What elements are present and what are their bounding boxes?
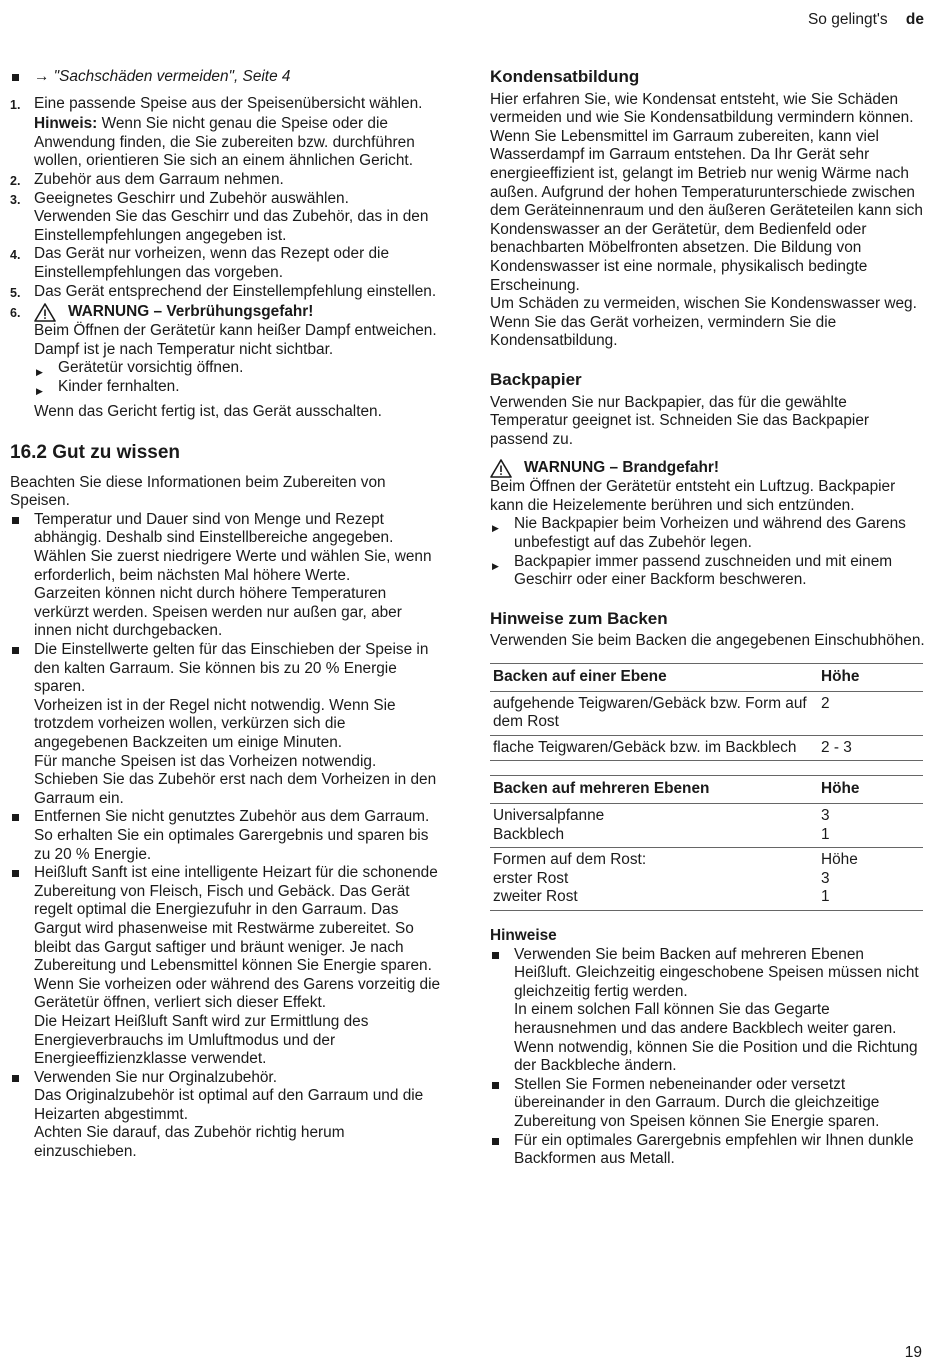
table-cell: 2 - 3 <box>818 735 923 761</box>
tip-text: Für manche Speisen ist das Vorheizen notwendig. Schieben Sie das Zubehör erst nach dem Vorheizen in den Garraum ein. <box>34 752 437 807</box>
paragraph: Hier erfahren Sie, wie Kondensat entsteht, wie Sie Schäden vermeiden und wie Sie Kondensatbildung vermindern können. <box>490 90 914 127</box>
table-header-row <box>490 776 923 804</box>
table-row <box>490 848 923 911</box>
bullet-icon <box>492 1082 499 1089</box>
warning-title: WARNUNG – Brandgefahr! <box>524 459 719 477</box>
section-name: So gelingt's <box>807 11 888 28</box>
step-number: 2. <box>10 173 21 188</box>
step-2 <box>10 171 442 190</box>
page-number: 19 <box>904 1344 922 1362</box>
cell-line: 3 <box>821 807 830 824</box>
hinweise-heading: Hinweise zum Backen <box>490 608 668 628</box>
page-header <box>808 11 924 30</box>
step-number: 3. <box>10 192 21 207</box>
table-header-row <box>490 664 923 692</box>
bullet-icon <box>12 74 19 81</box>
note-text: Stellen Sie Formen nebeneinander oder versetzt übereinander in den Garraum. Durch die gleichzeitige Zubereitung von Speisen können Sie Energie sparen. <box>514 1075 880 1130</box>
cross-reference-link[interactable]: → "Sachschäden vermeiden", Seite 4 <box>34 68 291 85</box>
list-item <box>10 68 442 87</box>
tip-text: Heißluft Sanft ist eine intelligente Heizart für die schonende Zubereitung von Fleisch, Fisch und Gebäck. Das Gerät regelt optimal die Energiezufuhr in den Garraum. Das Gargut wird phasenweise mit Restwärme zubereitet. So bleibt das Gargut saftiger und bräunt weniger. Je nach Zubereitung und Lebensmittel können Sie Energie sparen. Wenn Sie vorheizen oder während des Garens vorzeitig die Gerätetür öffnen, verliert sich dieser Effekt. <box>34 864 441 1012</box>
warning-action <box>34 378 442 397</box>
table-cell: flache Teigwaren/Gebäck bzw. im Backblech <box>490 735 818 761</box>
step-text: Zubehör aus dem Garraum nehmen. <box>34 170 284 188</box>
table-row <box>490 691 923 735</box>
step-4 <box>10 245 442 282</box>
list-item <box>490 946 925 1076</box>
notes-heading: Hinweise <box>490 926 557 944</box>
table-multi-level <box>490 775 923 911</box>
language-code: de <box>905 11 924 28</box>
warning-action <box>34 359 442 378</box>
cell-line: 1 <box>821 825 830 843</box>
arrow-bullet-icon: ▶ <box>492 560 499 571</box>
warning-text: Beim Öffnen der Gerätetür kann heißer Dampf entweichen. Dampf ist je nach Temperatur nicht sichtbar. <box>34 322 437 358</box>
table-cell <box>490 804 818 848</box>
tip-text: Vorheizen ist in der Regel nicht notwendig. Wenn Sie trotzdem vorheizen wollen, verkürzen sich die angegebenen Backzeiten um einige Minuten. <box>34 696 396 751</box>
bullet-icon <box>492 1138 499 1145</box>
step-5 <box>10 283 442 302</box>
cell-line: Universalpfanne <box>493 807 605 824</box>
step-text: Geeignetes Geschirr und Zubehör auswählen. <box>34 189 349 207</box>
step-number: 6. <box>10 306 21 321</box>
tip-text: Entfernen Sie nicht genutztes Zubehör aus dem Garraum. So erhalten Sie ein optimales Garergebnis und sparen bis zu 20 % Energie. <box>34 808 430 863</box>
left-column <box>10 68 442 1162</box>
finish-text: Wenn das Gericht fertig ist, das Gerät ausschalten. <box>34 402 382 420</box>
backpapier-heading: Backpapier <box>490 369 582 389</box>
section-heading: 16.2 Gut zu wissen <box>10 442 180 464</box>
list-item <box>10 641 442 808</box>
table-header: Backen auf mehreren Ebenen <box>490 776 818 804</box>
step-hint <box>34 115 442 171</box>
warning-action <box>490 553 925 590</box>
bullet-icon <box>12 647 19 654</box>
tip-text: Verwenden Sie nur Orginalzubehör. <box>34 1068 277 1086</box>
table-cell <box>818 848 923 911</box>
step-text: Das Gerät entsprechend der Einstellempfehlung einstellen. <box>34 282 437 300</box>
list-item <box>10 511 442 641</box>
table-row <box>490 804 923 848</box>
section-intro: Beachten Sie diese Informationen beim Zubereiten von Speisen. <box>10 473 386 510</box>
cell-line: 3 <box>821 869 830 887</box>
warning-title: WARNUNG – Verbrühungsgefahr! <box>68 303 314 321</box>
warning-text: Beim Öffnen der Gerätetür entsteht ein Luftzug. Backpapier kann die Heizelemente berühren und sich entzünden. <box>490 478 896 514</box>
table-cell: aufgehende Teigwaren/Gebäck bzw. Form auf dem Rost <box>490 691 818 735</box>
list-item <box>10 1069 442 1162</box>
note-text: In einem solchen Fall können Sie das Gegarte herausnehmen und das andere Backblech weiter garen. Wenn notwendig, können Sie die Position und die Richtung der Backbleche ändern. <box>514 1001 918 1075</box>
tip-text: Garzeiten können nicht durch höhere Temperaturen verkürzt werden. Speisen werden nur außen gar, aber innen nicht durchgebacken. <box>34 585 402 640</box>
table-cell <box>818 804 923 848</box>
table-row <box>490 735 923 761</box>
tip-text: Achten Sie darauf, das Zubehör richtig herum einzuschieben. <box>34 1124 345 1161</box>
note-text: Verwenden Sie beim Backen auf mehreren Ebenen Heißluft. Gleichzeitig eingeschobene Speisen müssen nicht gleichzeitig fertig werden. <box>514 945 919 1000</box>
table-single-level <box>490 663 923 761</box>
tip-text: Die Einstellwerte gelten für das Einschieben der Speise in den kalten Garraum. Sie können bis zu 20 % Energie sparen. <box>34 641 429 696</box>
step-number: 1. <box>10 97 21 112</box>
step-number: 4. <box>10 248 21 263</box>
bullet-icon <box>12 517 19 524</box>
step-text: Eine passende Speise aus der Speisenübersicht wählen. <box>34 94 423 112</box>
step-1 <box>10 95 442 171</box>
list-item <box>490 1132 925 1169</box>
cell-line: zweiter Rost <box>493 888 578 906</box>
arrow-bullet-icon: ▶ <box>36 367 43 378</box>
paragraph: Wenn Sie Lebensmittel im Garraum zubereiten, kann viel Wasserdampf im Garraum entstehen. Da Ihr Gerät sehr energieeffizient ist, gelangt im Betrieb nur wenig Wärme nach außen. Aufgrund der hohen Temperaturunterschiede zwischen dem Geräteinnenraum und den äußeren Geräteteilen kann sich Kondenswasser an der Gerätetür, dem Bedienfeld oder benachbarten Möbelfronten absetzen. Die Bildung von Kondenswasser ist eine normale, physikalisch bedingte Erscheinung. <box>490 127 923 294</box>
bullet-icon <box>12 814 19 821</box>
list-item <box>10 808 442 864</box>
step-number: 5. <box>10 285 21 300</box>
paragraph: Um Schäden zu vermeiden, wischen Sie Kondenswasser weg. <box>490 295 917 313</box>
warning-action-text: Backpapier immer passend zuschneiden und mit einem Geschirr oder einer Backform beschweren. <box>514 552 893 589</box>
table-cell <box>490 848 818 911</box>
step-extra: Verwenden Sie das Geschirr und das Zubehör, das in den Einstellempfehlungen angegeben ist. <box>34 208 429 244</box>
warning-icon <box>34 303 56 322</box>
arrow-bullet-icon: ▶ <box>36 385 43 396</box>
arrow-bullet-icon: ▶ <box>492 523 499 534</box>
hint-text: Wenn Sie nicht genau die Speise oder die Anwendung finden, die Sie zubereiten bzw. durchführen wollen, orientieren Sie sich an einem ähnlichen Gericht. <box>34 115 415 170</box>
cell-line: Formen auf dem Rost: <box>493 851 647 869</box>
kondensat-heading: Kondensatbildung <box>490 67 640 86</box>
bullet-icon <box>12 870 19 877</box>
step-6 <box>10 303 442 421</box>
warning-action-text: Kinder fernhalten. <box>58 377 180 395</box>
tip-text: Die Heizart Heißluft Sanft wird zur Ermittlung des Energieverbrauchs im Umluftmodus und der Energieeffizienzklasse verwendet. <box>34 1012 369 1068</box>
paragraph: Verwenden Sie nur Backpapier, das für die gewählte Temperatur geeignet ist. Schneiden Sie das Backpapier passend zu. <box>490 393 870 448</box>
list-item <box>10 864 442 1069</box>
table-header: Höhe <box>818 664 923 692</box>
cell-line: erster Rost <box>493 869 569 887</box>
warning-heading <box>34 303 442 322</box>
warning-action <box>490 515 925 552</box>
cell-line: 1 <box>821 888 830 906</box>
bullet-icon <box>492 952 499 959</box>
warning-icon <box>490 459 512 478</box>
hint-label: Hinweis: <box>34 115 98 133</box>
tip-text: Das Originalzubehör ist optimal auf den Garraum und die Heizarten abgestimmt. <box>34 1087 424 1123</box>
warning-action-text: Nie Backpapier beim Vorheizen und während des Garens unbefestigt auf das Zubehör legen. <box>514 515 906 552</box>
bullet-icon <box>12 1075 19 1082</box>
step-3 <box>10 190 442 246</box>
tip-text: Temperatur und Dauer sind von Menge und Rezept abhängig. Deshalb sind Einstellbereiche angegeben. Wählen Sie zuerst niedrigere Werte und wählen Sie, wenn erforderlich, beim nächsten Mal höhere Werte. <box>34 510 432 584</box>
note-text: Für ein optimales Garergebnis empfehlen wir Ihnen dunkle Backformen aus Metall. <box>514 1131 914 1168</box>
cell-line: Backblech <box>493 825 565 843</box>
paragraph: Verwenden Sie beim Backen die angegebenen Einschubhöhen. <box>490 632 925 650</box>
table-cell: 2 <box>818 691 923 735</box>
warning-action-text: Gerätetür vorsichtig öffnen. <box>58 359 244 377</box>
table-header: Backen auf einer Ebene <box>490 664 818 692</box>
warning-heading <box>490 459 925 478</box>
paragraph: Wenn Sie das Gerät vorheizen, vermindern Sie die Kondensatbildung. <box>490 313 837 350</box>
cell-line: Höhe <box>821 851 858 869</box>
table-header: Höhe <box>818 776 923 804</box>
step-text: Das Gerät nur vorheizen, wenn das Rezept oder die Einstellempfehlungen das vorgeben. <box>34 245 390 281</box>
list-item <box>490 1076 925 1132</box>
right-column <box>490 68 925 1169</box>
